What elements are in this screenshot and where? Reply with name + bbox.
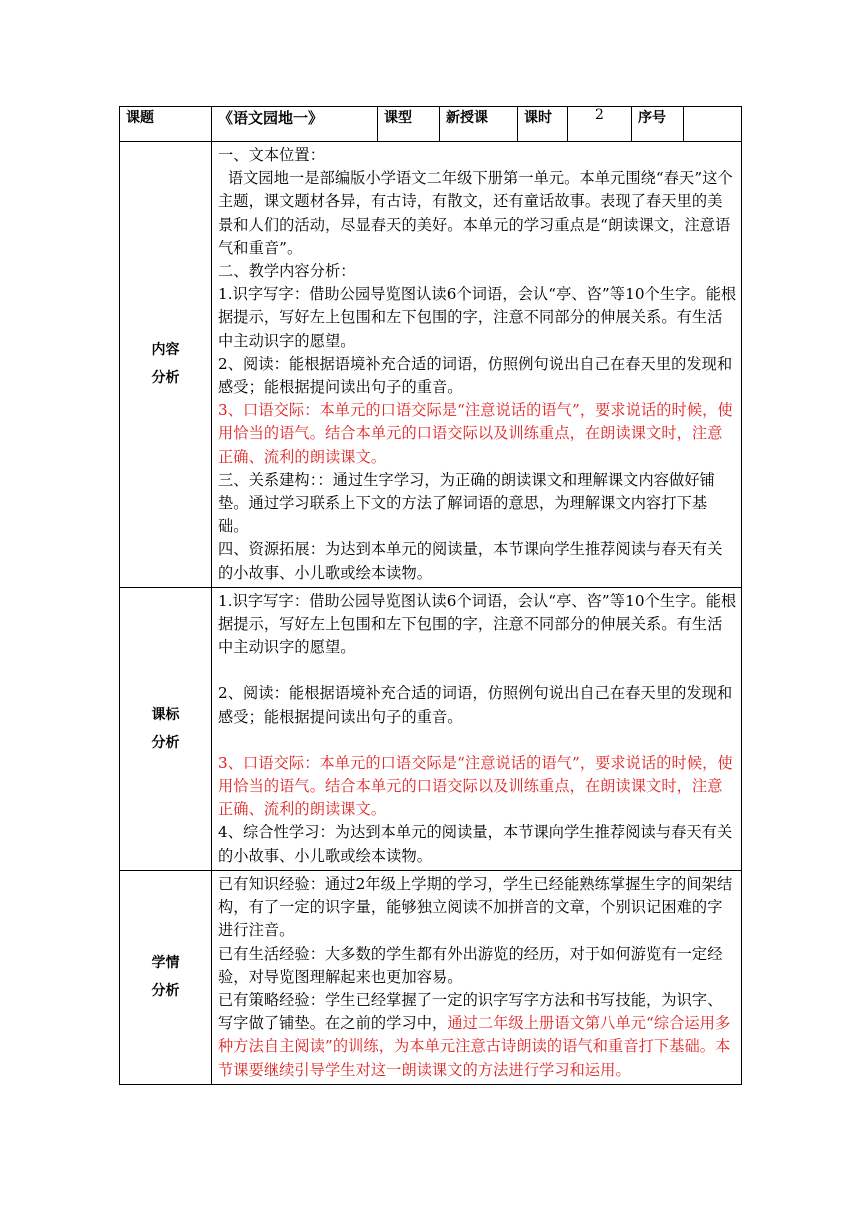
- standard-analysis-label-line2: 分析: [151, 734, 180, 751]
- content-analysis-label: [120, 142, 212, 588]
- content-paragraph: 一、文本位置：: [218, 146, 326, 164]
- content-paragraph: 1.识字写字：借助公园导览图认读6个词语，会认“亭、咨”等10个生字。能根据提示，写好左上包围和左下包围的字，注意不同部分的伸展关系。有生活中主动识字的愿望。: [218, 285, 737, 350]
- content-paragraph: 二、教学内容分析：: [218, 262, 356, 281]
- hours-label: 课时: [518, 107, 568, 142]
- learner-paragraph: [218, 989, 737, 1082]
- content-paragraph-highlight: 3、口语交际：本单元的口语交际是“注意说话的语气”，要求说话的时候，使用恰当的语气。结合本单元的口语交际以及训练重点，在朗读课文时，注意正确、流利的朗读课文。: [218, 401, 733, 466]
- standard-paragraph: 4、综合性学习：为达到本单元的阅读量，本节课向学生推荐阅读与春天有关的小故事、小儿歌或绘本读物。: [218, 823, 733, 865]
- standard-analysis-label: [120, 587, 212, 870]
- learner-strategy-highlight: 通过二年级上册语文第八单元“综合运用多种方法自主阅读”的训练，为本单元注意古诗朗读的语气和重音打下基础。本节课要继续引导学生对这一朗读课文的方法进行学习和运用。: [218, 1014, 731, 1079]
- standard-paragraph: 1.识字写字：借助公园导览图认读6个词语，会认“亭、咨”等10个生字。能根据提示，写好左上包围和左下包围的字，注意不同部分的伸展关系。有生活中主动识字的愿望。: [218, 591, 737, 657]
- learner-paragraph: 已有生活经验：大多数的学生都有外出游览的经历，对于如何游览有一定经验，对导览图理解起来也更加容易。: [218, 944, 723, 986]
- learner-paragraph: 已有知识经验：通过2年级上学期的学习，学生已经能熟练掌握生字的间架结构，有了一定的识字量，能够独立阅读不加拼音的文章，个别识记困难的字进行注音。: [218, 874, 733, 940]
- standard-analysis-row: [120, 587, 742, 870]
- hours-value: 2: [568, 107, 632, 142]
- topic-value: 《语文园地一》: [212, 107, 378, 142]
- standard-analysis-label-line1: 课标: [151, 706, 180, 723]
- type-label: 课型: [378, 107, 440, 142]
- content-analysis-label-line1: 内容: [151, 342, 180, 359]
- header-row: [120, 107, 742, 142]
- content-paragraph: 三、关系建构：：通过生字学习，为正确的朗读课文和理解课文内容做好铺垫。通过学习联系上下文的方法了解词语的意思，为理解课文内容打下基础。: [218, 470, 715, 536]
- type-value: 新授课: [440, 107, 518, 142]
- standard-paragraph-highlight: 3、口语交际：本单元的口语交际是“注意说话的语气”，要求说话的时候，使用恰当的语气。结合本单元的口语交际以及训练重点，在朗读课文时，注意正确、流利的朗读课文。: [218, 753, 733, 819]
- learner-analysis-label-line2: 分析: [151, 983, 180, 1000]
- seq-label: 序号: [632, 107, 684, 142]
- seq-value: [684, 107, 742, 142]
- content-analysis-row: [120, 142, 742, 588]
- learner-strategy-text: 已有策略经验：学生已经掌握了一定的识字写字方法和书写技能，为识字、写字做了铺垫。在之前的学习中，: [218, 990, 723, 1033]
- learner-analysis-label-line1: 学情: [151, 955, 180, 972]
- content-analysis-label-line2: 分析: [151, 370, 180, 387]
- content-paragraph: 四、资源拓展：为达到本单元的阅读量，本节课向学生推荐阅读与春天有关的小故事、小儿歌或绘本读物。: [218, 540, 723, 582]
- standard-analysis-body: [212, 587, 742, 870]
- topic-label: 课题: [120, 107, 212, 142]
- learner-analysis-row: [120, 870, 742, 1084]
- paragraph-spacer: [218, 659, 737, 682]
- lesson-plan-table: [119, 106, 742, 1085]
- content-analysis-body: [212, 142, 742, 588]
- paragraph-spacer: [218, 729, 737, 752]
- content-paragraph: 2、阅读：能根据语境补充合适的词语，仿照例句说出自己在春天里的发现和感受；能根据提问读出句子的重音。: [218, 354, 733, 397]
- standard-paragraph: 2、阅读：能根据语境补充合适的词语，仿照例句说出自己在春天里的发现和感受；能根据提问读出句子的重音。: [218, 684, 733, 726]
- content-paragraph: 语文园地一是部编版小学语文二年级下册第一单元。本单元围绕“春天”这个主题，课文题材各异，有古诗，有散文，还有童话故事。表现了春天里的美景和人们的活动，尽显春天的美好。本单元的学习重点是“朗读课文，注意语气和重音”。: [218, 169, 733, 257]
- learner-analysis-body: [212, 870, 742, 1084]
- learner-analysis-label: [120, 870, 212, 1084]
